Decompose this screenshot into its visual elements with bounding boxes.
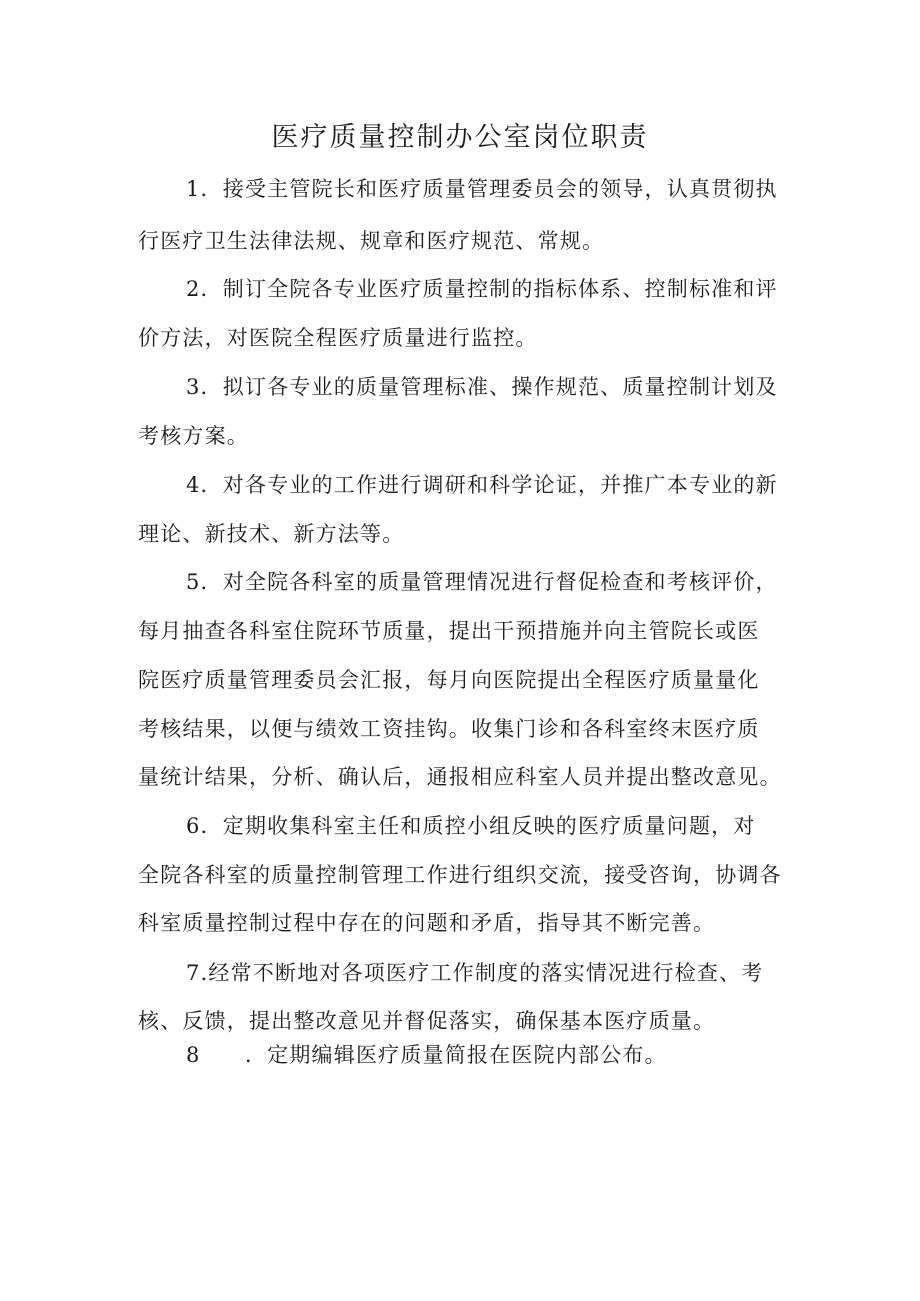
item-5-line-5: 量统计结果，分析、确认后，通报相应科室人员并提出整改意见。 [138, 765, 782, 789]
item-6-line-2: 全院各科室的质量控制管理工作进行组织交流，接受咨询，协调各 [138, 863, 782, 887]
item-5-line-2: 每月抽查各科室住院环节质量，提出干预措施并向主管院长或医 [138, 619, 760, 643]
item-4-line-2: 理论、新技术、新方法等。 [138, 522, 405, 546]
item-5-line-3: 院医疗质量管理委员会汇报，每月向医院提出全程医疗质量量化 [138, 668, 760, 692]
item-5-line-1: 5．对全院各科室的质量管理情况进行督促检查和考核评价， [186, 570, 778, 594]
item-5-line-4: 考核结果，以便与绩效工资挂钩。收集门诊和各科室终末医疗质 [138, 717, 760, 741]
item-6-line-3: 科室质量控制过程中存在的问题和矛盾，指导其不断完善。 [138, 911, 716, 935]
item-6-line-1: 6．定期收集科室主任和质控小组反映的医疗质量问题，对 [186, 814, 756, 838]
item-3-line-2: 考核方案。 [138, 424, 249, 448]
item-3-line-1: 3．拟订各专业的质量管理标准、操作规范、质量控制计划及 [186, 375, 778, 399]
item-2-line-1: 2．制订全院各专业医疗质量控制的指标体系、控制标准和评 [186, 277, 778, 301]
item-7-line-2: 核、反馈，提出整改意见并督促落实，确保基本医疗质量。 [138, 1009, 716, 1033]
item-1-line-2: 行医疗卫生法律法规、规章和医疗规范、常规。 [138, 229, 605, 253]
item-1-line-1: 1．接受主管院长和医疗质量管理委员会的领导，认真贯彻执 [186, 177, 778, 201]
item-8-line-1: 8 ．定期编辑医疗质量简报在医院内部公布。 [186, 1043, 667, 1067]
item-4-line-1: 4．对各专业的工作进行调研和科学论证，并推广本专业的新 [186, 473, 778, 497]
document-title: 医疗质量控制办公室岗位职责 [271, 122, 649, 153]
item-7-line-1: 7.经常不断地对各项医疗工作制度的落实情况进行检查、考 [186, 961, 764, 985]
item-2-line-2: 价方法，对医院全程医疗质量进行监控。 [138, 326, 538, 350]
